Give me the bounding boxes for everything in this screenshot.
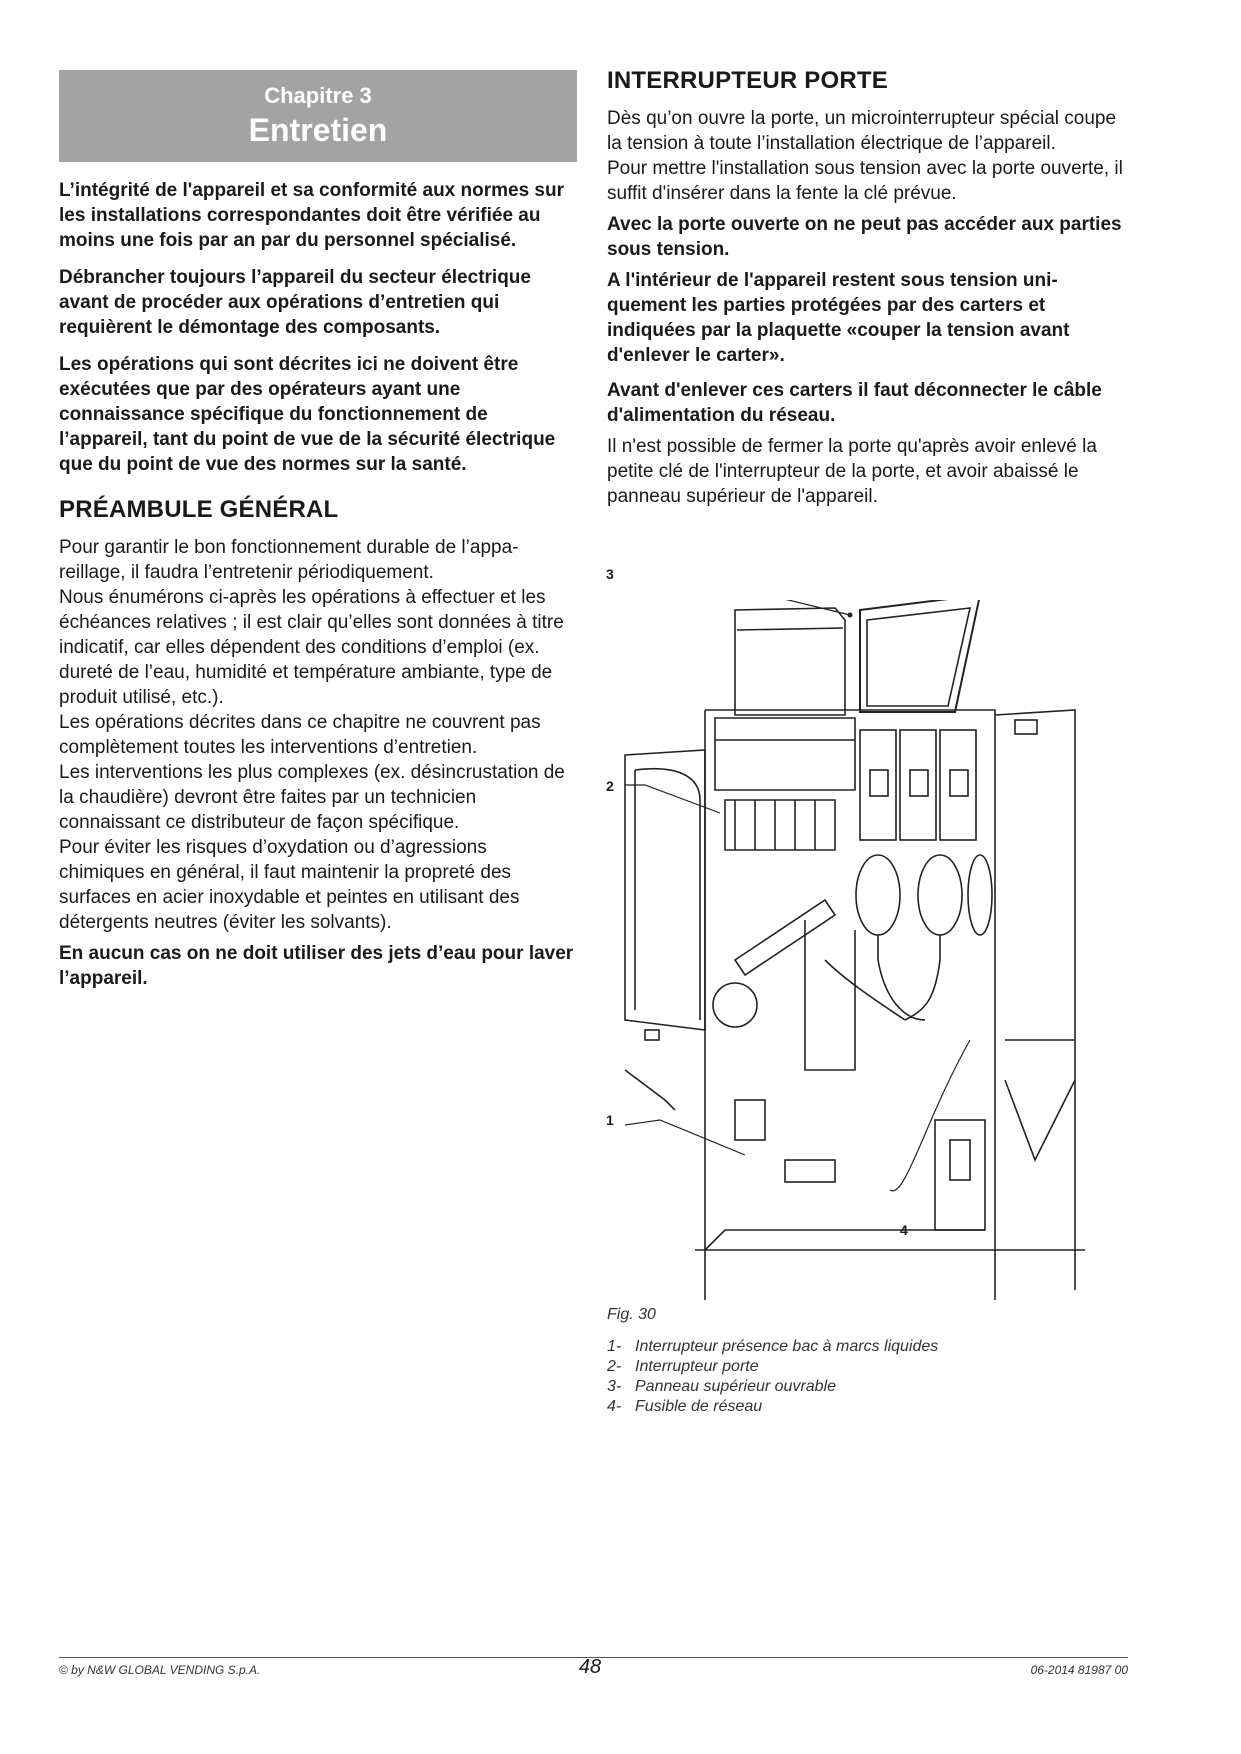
- legend-text: Interrupteur porte: [635, 1358, 759, 1375]
- legend-number: 1-: [607, 1338, 622, 1355]
- warning-paragraph: En aucun cas on ne doit utiliser des jets d’eau pour laver l’appareil.: [59, 943, 574, 989]
- page-number: 48: [578, 1656, 602, 1678]
- body-paragraph: Les interventions les plus complexes (ex. désincrustation de la chaudière) devront être faites par un technicien connaissant ce distributeur de façon spécifique.: [59, 762, 565, 833]
- legend-row: [607, 1337, 938, 1357]
- legend-row: [607, 1377, 938, 1397]
- callout-3: 3: [606, 566, 614, 582]
- warning-paragraph: Avant d'enlever ces carters il faut déconnecter le câble d'alimentation du réseau.: [607, 380, 1102, 426]
- chapter-title: Entretien: [248, 112, 388, 148]
- body-paragraph: Il n'est possible de fermer la porte qu'après avoir enlevé la petite clé de l'interrupteur de la porte, et avoir abaissé le panneau supérieur de l'appareil.: [607, 436, 1097, 507]
- legend-row: [607, 1397, 938, 1417]
- legend-text: Interrupteur présence bac à marcs liquides: [635, 1338, 939, 1355]
- body-paragraph: Pour mettre l'installation sous tension avec la porte ouverte, il suffit d'insérer dans la fente la clé prévue.: [607, 158, 1123, 204]
- body-paragraph: Les opérations décrites dans ce chapitre ne couvrent pas complètement toutes les interventions d’entretien.: [59, 712, 541, 758]
- callout-1: 1: [606, 1112, 614, 1128]
- legend-number: 2-: [607, 1358, 622, 1375]
- legend-row: [607, 1357, 938, 1377]
- warning-paragraph: A l'intérieur de l'appareil restent sous tension uniquement les parties protégées par des carters et indiquées par la plaquette «couper la tension avant d'enlever le carter».: [607, 270, 1070, 366]
- callout-2: 2: [606, 778, 614, 794]
- section-heading: PRÉAMBULE GÉNÉRAL: [59, 496, 339, 523]
- footer-docref: 06-2014 81987 00: [1030, 1663, 1128, 1677]
- callout-4: 4: [900, 1222, 908, 1238]
- body-paragraph: Nous énumérons ci-après les opérations à effectuer et les échéances relatives ; il est clair qu’elles sont données à titre indicatif, car elles dépendent des conditions d’emploi (ex. dureté de l’eau, humidité et température ambiante, type de produit utilisé, etc.).: [59, 587, 564, 708]
- legend-number: 4-: [607, 1398, 622, 1415]
- body-paragraph: Pour garantir le bon fonctionnement durable de l’appareillage, il faudra l’entretenir périodiquement.: [59, 537, 519, 583]
- chapter-label: Chapitre 3: [264, 83, 372, 108]
- machine-illustration: [605, 600, 1085, 1300]
- chapter-header: [59, 70, 577, 162]
- body-paragraph: Pour éviter les risques d’oxydation ou d’agressions chimiques en général, il faut maintenir la propreté des surfaces en acier inoxydable et peintes en utilisant des détergents neutres (éviter les solvants).: [59, 837, 520, 933]
- legend-number: 3-: [607, 1378, 622, 1395]
- body-paragraph: Dès qu’on ouvre la porte, un microinterrupteur spécial coupe la tension à toute l’installation électrique de l’appareil.: [607, 108, 1117, 154]
- figure-caption: Fig. 30: [607, 1306, 656, 1323]
- warning-paragraph: Les opérations qui sont décrites ici ne doivent être exécutées que par des opérateurs ayant une connaissance spécifique du fonctionnement de l’appareil, tant du point de vue de la sécurité électrique que du point de vue des normes sur la santé.: [59, 354, 556, 475]
- figure-legend: [607, 1337, 938, 1417]
- left-column: [59, 70, 577, 991]
- warning-paragraph: Débrancher toujours l’appareil du secteur électrique avant de procéder aux opérations d’entretien qui requièrent le démontage des composants.: [59, 267, 531, 338]
- warning-paragraph: L’intégrité de l'appareil et sa conformité aux normes sur les installations correspondantes doit être vérifiée au moins une fois par an par du personnel spécialisé.: [59, 180, 564, 251]
- legend-text: Fusible de réseau: [635, 1398, 763, 1415]
- right-column: [607, 66, 1127, 509]
- legend-text: Panneau supérieur ouvrable: [635, 1378, 837, 1395]
- warning-paragraph: Avec la porte ouverte on ne peut pas accéder aux parties sous tension.: [607, 214, 1122, 260]
- footer-copyright: © by N&W GLOBAL VENDING S.p.A.: [59, 1663, 261, 1677]
- section-heading: INTERRUPTEUR PORTE: [607, 67, 888, 94]
